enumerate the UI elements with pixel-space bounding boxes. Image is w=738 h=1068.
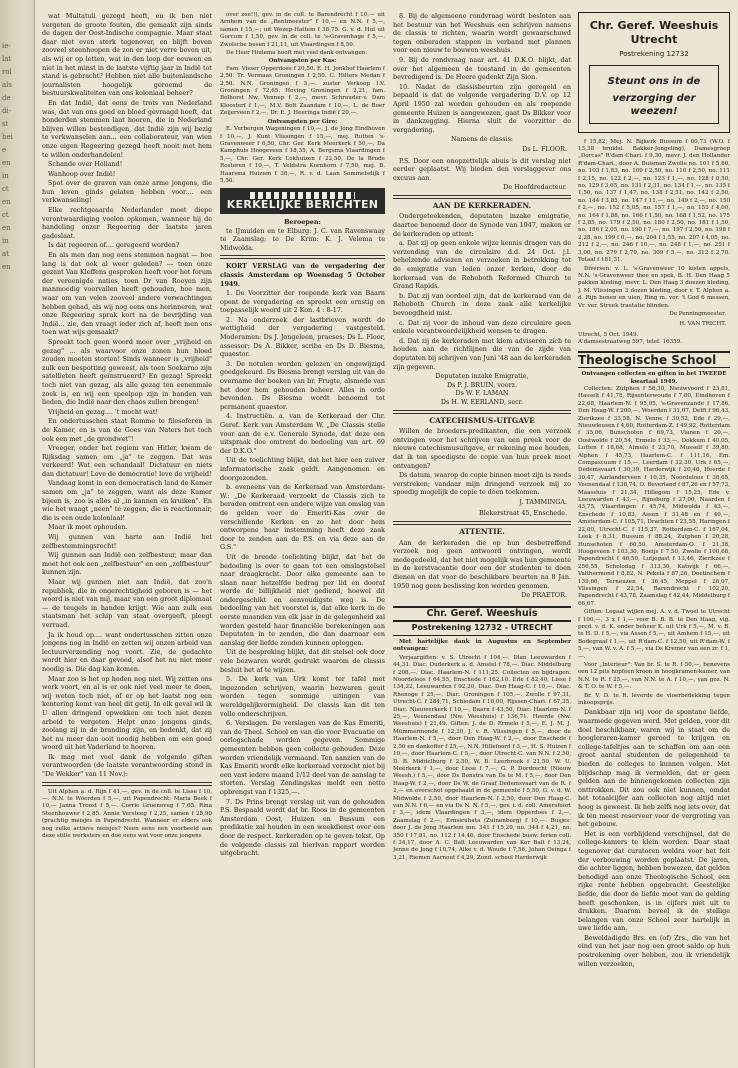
ad-city: Utrecht — [630, 33, 678, 46]
report-paragraph: b. eveneens van de Kerkeraad van Amsterdam-W.: „De Kerkeraad verzoekt de Classis zich te beraden omtrent een andere wijze van omslag van de gelden voor de Emeriti-Kas over de verschillende Kerken en zo het door hem ontworpene haar instemming heeft deze zaak door te zenden aan de P.S. en via deze aan de G.S." — [220, 483, 385, 552]
column-3 — [393, 12, 571, 1060]
kerkeraden-heading: AAN DE KERKERADEN. — [432, 200, 532, 210]
report-paragraph: Uit de bespreking blijkt, dat dit stelsel ook door vele bezwaren wordt gedrukt waarom de classis besluit het af te wijzen. — [220, 648, 385, 674]
catechismus-paragraph: Willen de broeders-predikanten, die een verzoek ontvingen voor het schrijven van een preek voor de nieuwe catechismusuitgave, er rekening mee houden, dat ik ten spoedigste de copie van hun preek moet ontvangen? — [393, 427, 571, 470]
ad-slogan-line-2: verzorging der weezen! — [612, 92, 696, 117]
theologische-collecten: Collecten: Zutphen f 58,30, Nieuwvoord f 23,81, Hasselt f 41,78, Rijsenterwoude f 7,80, Eindhoven f 22,68, Haarlem-N. f 95,05, 's-Gravenzande f 17,86, Den Haag-W. f 200,—, Woerden f 31,07, Delft f 96,43, Zierikzee f 33,58, N. Venne f 30,52, Ede f 29,—, Nieuwleusen f 4,60, Rotterdam-Z. f 49,92, Rotterdam f 35,06, Bunschoten f 69,73, Vianen f 20,—, Oostwolde f 20,54, Ermelo f 33,—, Dokkum f 40,05, Lutten f 18,68, Almelo f 23,70, Musself f 39,80, Alphen f 45,73, Haarlem-C. f 111,16, Em. Compascuum f 15,—, Leerdam f 32,30, Urk f 65,—, Dedemsvaart f 30,39, Harderwijk f 20,46, Heerde f 30,47, Aarlanderveen f 10,35, Noordeloos f 38,65, Veenendaal f 138,74, O. Beverland f 87,26 en f 57,73, Maassluis f 21,34, Hillegom f 15,25, Ede v. Leeuwarden f 43,—, Rijnsburg f 27,00, Naarden f 43,75, Vlaardingen f 45,74, Midwolda f 43,—, Enschede f 10,83, Assen f 31,48 en f 40,—, Amsterdam-C. f 105,71, Drachten f 23,55, Haringen f 22,00, Utrecht-C. f 115,37, Rotterdam-C. f 167,04, Leek f 8,31, Bussum f 88,24, Zutphen f 20,28, Hunsehoten f 60,50, Amsterdam-O. f 21,38, Hoogeveen f 103,30, Boeijs f 7,50, Zwolle f 100,68, Papendrecht f 46,50, Lutjegast f 13,46, Zierikzee f 256,55, Scholodag f 313,30, Katwijk f 66,—, Valthermond f 8,82, N. Pekela f 87,26, Doetinchem f 139,66, Terneuzen f 36,45, Meppel f 26,07, Vlissingen f 22,54, Barendrecht f 102,20, Papendrecht f 43,78, Zaamslag f 42,44, Middelburg f 66,67. — [578, 385, 730, 607]
divider — [42, 782, 212, 786]
weeshuis-gifts-continued: f 15,82, Mej. N. Bijkerk Bussum f 60,73 (W.O. f 13,38 bruidsl. Bakker-Jongeling), Damesgroep „Dorcas" R'dam-Chari. f 9,30, mevr. J. den Hollander R'dam-Chari., door A. Buisman Zwolle no. 101 f 5,80, no. 103 f 1,83, no. 109 f 2,50, no. 110 f 2,50, no. 111 f 2,15, no. 122 f 2,—, no. 123 f 1,—, no. 128 f 0,50, no. 129 f 3,65, no. 131 f 2,31, no. 134 f 1,—, no. 135 f 1,50, no. 137 f 1,47, no. 138 f 2,51, no. 142 f 2,50, no. 144 f 3,85, no. 147 f 11,—, no. 149 f 2,—, no. 150 f 2,—, no. 152 f 5,05, no. 157 f 1,—, no. 153 f 4,00, no. 164 f 1,88, no. 166 f 1,50, no. 168 f 1,52, no. 175 f 2,85, no. 179 f 2,50, no. 180 f 2,50, no. 181 f 1,50, no. 186 f 2,05, no. 190 f 7,—, no. 197 f 2,50, no. 198 f 2,28, no. 199 f 0,—, no. 204 f 1,55, no. 207 f 4,05, no. 212 f 2,—, no. 246 f 10,—, no. 248 f 1,—, no. 251 f 3,00, no. 279 f 2,79, no. 309 f 5,—, no. 312 f 2,70. Totaal f 181,31. — [578, 138, 730, 264]
report-title: KORT VERSLAG van de vergadering der classis Amsterdam op Woensdag 5 October 1949. — [220, 262, 385, 288]
attentie-text: Aan de kerkeraden die op hun desbetreffend verzoek nog geen antwoord ontvingen, wordt medegedeeld, dat het niet mogelijk was hun gemeente in de kerstvacantie door een der studenten te doen dienen en dat voor de beschikbare beurten na 8 Jan. 1950 nog geen beslissing kon worden genomen. — [393, 538, 571, 590]
article-paragraph: Maar wij gunnen niet aan Indië, dat zoo'n republiek, die in ongerechtigheid geboren is — het woord is niet van mij, maar van een groot diplomaat — de teugels in handen krijgt. Wie aan zulk een staatsman het schip van staat overgeeft, pleegt verraad. — [42, 578, 212, 629]
weeshuis-postrekening: Postrekening 12732 - UTRECHT — [393, 622, 571, 636]
catechismus-signature: J. TAMMINGA. — [519, 497, 567, 506]
weeshuis-advertisement — [578, 12, 730, 133]
article-paragraph: Vandaag komt in een democratisch land de Kamer samen om „ja" te zeggen, want als deze Kamer bijeen is, zoo is alles al „in kannen en kruiken". En wie het waagt „neen" te zeggen, die is reactionnair, die is een oude koloniaal! — [42, 479, 212, 522]
theologische-dank: Br. V. D. te R. leverde de vloerbedekking tegen inkoopsprijs. — [578, 692, 730, 707]
ad-postrekening: Postrekening 12732 — [619, 50, 689, 58]
article-paragraph: Ik mag met veel dank de volgende giften verantwoorden (de laatste verantwoording stond in "De Wekker" van 11 Nov.): — [42, 752, 212, 779]
article-paragraph: Spreekt toch geen woord meer over „vrijheid en gezag" ... als waarvoor onze zonen hun bloed zouden moeten storten! Sinds wanneer is „vrijheid" zulk een bespotting geweest, als toen Soekarno zijn satellieten heeft geïnstrueerd? En gezag! Spreekt toch niet van gezag, als alle gezag ten eenenmale zoek is, en wij een speelpop zijn in handen van lieden, die Indië naar den chaos zullen brengen! — [42, 337, 212, 407]
gifts-giro-heading: Ontvangsten per Giro: — [267, 118, 338, 125]
gifts-giro: E. Verbergen Wageningen f 10,—, J. de Jong Eindhoven f 10,—, J. Kunt Vlissingen f 15,—, mej. Rutten 's-Gravenweer f 6,50, Chr. Ger. Kerk Meerkerk f 50,—, Da Kamphuis Hoogeveen f 18,35, A. Bergsma Vlaardingen f 5,—, Chr. Ger. Kerk Lokhuizen f 22,50, De la Brude Rosteren f 10,—, T. Veldstra Kornhorn f 7,50, mej. B. Haarsma Huizum f 38,—, R. v. d. Laan Sommelsdijk f 5,50. — [220, 126, 385, 184]
kerkeraden-paragraph: a. Dat zij op geen enkele wijze kennis dragen van de verzending van de circulaire d.d. 24 Oct. j.l. behelzende adviezen en verzoeken in betrekking tot de emigratie van leden onzer kerken, door de kerkeraad van de Rehoboth Reformed Church te Grand Rapids. — [393, 239, 571, 291]
article-paragraph: Vrijheid en gezag.... 't mocht wat! — [48, 407, 158, 416]
article-paragraph: Wij gunnen van harte aan Indië het zelfbestemmingsrecht! — [42, 533, 212, 550]
report-paragraph: 3. De notulen worden gelezen en ongewijzigd goedgekeurd. Ds Biesma brengt verslag uit van de overname der boeken van br. Frugte, alsmede van het door hem gehouden beheer. Alles in orde bevonden. Ds Biesma wordt benoemd tot permanent quaestor. — [220, 359, 385, 411]
beroepen-text: te IJmuiden en te Elburg: J. C. van Ravenswaay te Zaamslag; te De Krim: K. J. Velema te Midwolda. — [220, 226, 385, 252]
names-line: Namens de classis: — [450, 135, 514, 144]
gifts-top: over zee!!), gev. in de coll. te Barendrecht f 10,— uit Arnhem van de „Rentmeester" f 10,— en N.N. f 5,—, samen f 15,—; uit Wezep-Hattem f 38,75. G. v. d. Hul uit Gorcum f 1,50, gev. in de coll. te 's-Gravenhage f 5,—. Zwolsche busen f 21,11, uit Vlaardingen f 8,50. — [220, 12, 385, 48]
article-paragraph: En dat Indië, dat eens de trots van Nederland was, dat van ons goed en bloed gevraagd heeft, dat honderden stemmen laat hooren, die in Nederland blijven willen bestendigen, dat Indië zijn wij bezig te verkwanselen aan... een collaborateur, van wien onze eigen Regeering gezegd heeft nooit met hem te willen onderhandelen! — [42, 98, 212, 159]
report-paragraph: 4. Instructiën. a. van de Kerkeraad der Chr. Geref. Kerk van Amsterdam W. „De Classis stelle voor aan de e.v. Generale Synode, dat deze een uitspraak doe omtrent de bedoeling van art. 69 der D.K.O." — [220, 412, 385, 455]
penningmeester-name: H. VAN TRICHT. — [679, 321, 726, 328]
report-paragraph: 1. De Voorzitter der roepende kerk van Baarn opent de vergadering en spreekt een ernstig en toepasselijk woord uit 2 Kon. 4 : 8-17. — [220, 289, 385, 315]
page-fold-margin — [0, 0, 35, 1068]
penningmeester-line: De Penningmeester, — [669, 310, 726, 317]
attentie-heading: ATTENTIE. — [459, 527, 505, 537]
ps-note: P.S. Door een onopzettelijk abuis is dit verslag niet eerder geplaatst. Wij bieden den verslaggever ons excuus aan. — [393, 156, 571, 182]
column-1-article — [42, 12, 212, 779]
article-paragraph: Ja ik houd op.... want ondertusschen zitten onze jongens nog in Indië en zetten wij onzen arbeid van lectuurverzending nog voort. Zie, de gedachte wordt hier en daar gevoed, alsof het nu niet meer noodig is. Die dag kan komen. — [42, 630, 212, 673]
deputy-name: Ds H. W. EERLAND, secr. — [440, 397, 524, 406]
column-1-gifts: Uit Alphen a. d. Rijn f 41,—, gev. in de coll. te Lisse f 10,—. N.N. te Woerden f 5,—, uit Papendrecht: Maria Beek f 10,— Janna Troost f 5,—. Corrie Groeneveg f 7,65. Rina Steenhouwer f 2,85. Annie Versteeg f 2,25, samen f 28,90 (prachtig meisjes in Papendrecht. Wanneer er elders ook nog zulke actieve meisjes? Neen eens een voorbeeld aan deze stille werksters en doe eens wat voor onze jongens — [42, 788, 212, 840]
catechismus-body — [393, 427, 571, 497]
article-paragraph: Wanhoop over Indië! — [48, 169, 116, 178]
kerkelijke-berichten-banner — [220, 188, 385, 214]
ad-slogan-line-1: Steunt ons in de — [607, 75, 701, 87]
emigratie-line: Deputaten inzake Emigratie, — [435, 372, 529, 381]
catechismus-heading: CATECHISMUS-UITGAVE — [429, 415, 535, 425]
theologische-school-title: Theologische School — [578, 351, 730, 369]
ad-title: Chr. Geref. Weeshuis — [589, 19, 719, 32]
report-paragraph: 10. Nadat de classisbeurten zijn geregeld en bepaald is dat de volgende vergadering D.V. op 12 April 1950 zal worden gehouden en als roepende gemeente Huizen is aangewezen, gaat Ds Bikker voor in dankzegging. Hierna sluit de voorzitter de vergadering. — [393, 82, 571, 134]
weeshuis-gifts: Verjaargiften: v. S. Utrecht f 104,—. Dlan Leeuwarden f 44,31. Diac. Ouderkerk a. d. Amstel f 78,—. Diac. Middelburg f 208,—. Diac. Haarlem-N. f 111,25. Collecten en bijdragen: Noordeloos f 64,55, Enschede f 162,10. Ede f 82,40, Lisse f 134,22, Leeuwarden f 92,20, Diac. Den Haag-C. f 10,—. Diac. Rhenoge f 25,—. Diac. Groningen f 105,—. Zwolle f 97,31, Utrecht-C. f 284,71, Schiedam f 18,00, Rijssen-Chari. f 67,35, Diac. Nieuwerkerk f 10,—, Baarn f 43,50, Diac. Haarlem-N. f 25,—, Veenendaal (Nw. Weeshuis) f 136,71. Heerde (Nw. Weeshuis) f 21,49. Giften: J. de D. Ermelo f 5,—, E. J. M. J. Mümmermonde f 12,30, J. v. R. Vlissingen f 5,—, door de Haarlem-N. f 5,—, door Den Haag-W. f 2,—, door Enschede f 2,50 en dankoffer f 25,—, N.N. Hillefoord f 3,—, H. S. Huizen f 10,—, door Haarlem-C. f 5,—, door Utrecht-C. van N.N. f 2,50, D. B. Middelburg f 2,50, W. B. Leerbroek f 21,50, W. U. Meerkerk f 1,—, door Lisse f 7,—, G. P. Dordrecht (Nieuw Weesh.) f 5,—, door Ds Bonstra van Ds te M. f 5,—, door Den Haag-W. f 2,—, door Ds W. de Graaf Dedemsvaart van de R. f 2,— en overschot opgehaald in de gemeente f 5,50, G. v. d. W. Midwolde f 2,50, door Haarlem-N. f 2,50, door Den Haag-C. van N.N. f 6,— en via Ds N. N. f 5,—, gev. i. d. coll. Amersfoort f 3,—, idem Vlaardingen f 3,—, idem Opperdoes f 2,—, Zaamslag f 2,—, Ernsicuhata (Zuinenburg) f 10,—. Busjes: door J. de Jong Haarlem mn. 341 f 15,20, no. 344 f 4,21, no. 350 f 17,81, no. 112 f 14,46, door Enschede busw. ferien coll. f 34,17, door A. C. Balt Leeuwarden van Kor Balt f 13,24, Jenne de Jong f 10,74, Alke v. d. Woude f 7,56, Johan Osinga f 3,21, Riemen Aarnout f 4,29, Zond. school Harderwijk — [393, 654, 571, 861]
ps-signature: De Hoofdredacteur. — [503, 183, 567, 192]
names-signature: Ds L. FLOOR. — [522, 144, 567, 153]
article-paragraph: Vreeger, onder het regiem van Hitler, kwam de Rijksdag samen om „ja" te zeggen. Dat was verkeerd! Wat een schandaal! Dictatuur en niets dan dictatuur! Leve de democratie! leve de vrijheid! — [42, 444, 212, 478]
article-paragraph: Wij gunnen aan Indië een zelfbestuur, maar dan moet het ook een „zelfbestuur" en een „zelfbestuur" kunnen zijn. — [42, 551, 212, 577]
report-paragraph: 9. Bij de rondvraag naar art. 41 D.K.O. blijkt, dat over het algemeen de toestand in de gemeenten bevredigend is. De Heere gedenkt Zijn Sion. — [393, 55, 571, 82]
kerkeraden-paragraph: c. Dat zij voor de inhoud van deze circulaire geen enkele verantwoordelijkheid wensen te dragen. — [393, 318, 571, 336]
article-paragraph: Schande over Holland! — [48, 160, 123, 169]
divider — [393, 195, 571, 199]
article-paragraph: wat Multatuli gezegd heeft, en ik ben niet vergeten de groote fouten, die gemaakt zijn sinds de dagen der Oost-Indische compagnie. Maar staat daar niet even sterk tegenover, en blijft boven zooveel steenhoopen de zon er niet verre boven uit, als wij er op letten, wat in den loop der eeuwen en niet in het minst in de laatste vijftig jaar in Indië tot stand is gebracht? Hebben niet alle buitenlandsche journalisten hoogelijk geroemd de bestuurskwaliteiten van ons koloniaal beheer? — [42, 12, 212, 98]
beroepen-heading: Beroepen: — [284, 217, 321, 226]
catechismus-address: Blekerstraat 45, Enschede. — [479, 509, 567, 518]
divider — [393, 521, 571, 525]
report-paragraph: Uit de toelichting blijkt, dat het hier een zuiver informatorische zaak geldt. Aangenomen en doorgezonden. — [220, 456, 385, 482]
emigratie-names — [393, 381, 571, 407]
article-paragraph: Spot over de graven van onze arme jongens, die hun leven ginds gelaten hebben voor.... een verkwanseling! — [42, 179, 212, 205]
closing-paragraph: Het is een verblijdend verschijnsel, dat de college-kamers te klein worden. Daar staat tegenover dat curatoren weldra voor het feit der verbouwing worden geplaatst. De jaren, die achter liggen, hebben bewezen, dat gelden benodigd aan onze Theologische School, een rijke rente hebben opgebracht. Geestelijke liefde, die door de liefde moet van de gelding heeft geschonken, is in cijfers niet uit te drukken. Daarom beveel ik de stellige belangen van onze School zeer hartelijk in uwe liefde aan. — [578, 829, 730, 933]
article-paragraph: Elke rechtgeaarde Nederlander moet diepe verontwaardiging voelen opkomen, wanneer hij de handeling onzer Regeering der laatste jaren gadeslaat. — [42, 206, 212, 240]
column-2 — [220, 12, 385, 1060]
banner-title: KERKELIJKE BERICHTEN — [226, 198, 379, 212]
column-4 — [578, 12, 730, 1060]
article-paragraph: En als men dan nog eens stemmen nagaat — hoe lang is dat ook al weer geleden? — toen onze gezant Van Kleffens gesproken heeft voor het forum der vereenigde naties, toen Dr van Rooyen zijn manmoedig voorvallen heeft gehouden, hoe men, waar om van velen zooveel andere verwachtingen hebben gehad, als wij nog eens ons herinneren, wat onze Regeering sprak kort na de bevrijding van Indië... zie, dan vraagt ieder zich af, heeft men ons toen wat wijs gemaakt? — [42, 251, 212, 337]
attentie-signature: De PRAETOR. — [521, 591, 567, 600]
article-paragraph: Maar ik moet ophouden. — [48, 523, 128, 532]
deputy-name: Ds W. F. LAMAN — [455, 389, 509, 398]
thanks-line: De Heer Hiulema hooft met veel dank ontvangen: — [226, 50, 368, 57]
report-body — [220, 289, 385, 858]
report-paragraph: 5. De kerk van Urk komt ter tafel met ingezonden schrijven, waarin bezwaren geuit worden tegen sommige uitingen van wereldgelijkvormigheid. De classis kan dit ten volle onderschrijven. — [220, 675, 385, 718]
theologische-school-subtitle: Ontvangen collecten en giften in het TWEEDE kwartaal 1949. — [581, 371, 727, 385]
weeshuis-title: Chr. Geref. Weeshuis — [393, 606, 571, 623]
kerkeraden-paragraph: b. Dat zij van oordeel zijn, dat de kerkeraad van de Rehoboth Church in deze zaak alle kerkelijke bevoegdheid mist. — [393, 291, 571, 317]
catechismus-paragraph: Ds datum, waarop de copie binnen moet zijn is reeds verstreken; vandaar mijn dringend verzoek mij zo spoedig mogelijk de copie te doen toekomen. — [393, 471, 571, 497]
report-paragraph: 7. Ds Prins brengt verslag uit van de gehouden P.S. Bespaald wordt dat br. Roos in de gemeenten Amsterdam Oost, Huizen en Bussum een predikatie zal houden in een weekdienst over een door de respect. kerkeraden op te geven tekst. Op de volgende classis zal hierlvan rapport worden uitgebracht. — [220, 797, 385, 858]
penningmeester-address: A'damsestraatweg 597, telef. 16359. — [578, 339, 683, 346]
article-paragraph: Is dat regeeren of.... geregeerd worden? — [48, 241, 180, 250]
gifts-kas-heading: Ontvangsten per Kas: — [268, 58, 337, 65]
penningmeester-date: Utrecht, 5 Oct. 1949. — [578, 331, 639, 338]
divider — [393, 410, 571, 414]
report-continued — [393, 12, 571, 134]
gifts-kas: Fam. Visser Opperdoes f 20,50. E. H. Jonkhof Haarlem f 2,50. Tr. Vermaas Groningen f 2,50. C. Hilters Medan f 2,50. N.N. Groningen f 5,—. zuster Verkoop I.V. Groningen f 72,65. Hoving Groningen f 2,21, fam. Bolhorst Nw. Vennep f 2,—, mevr. Schreuder-v. Dam Kloosterf f 1,—, M.V. Bolt Zaandam f 10,—, L. de Boer Zeijerveen f 2,—, Dr. E. J. Heeringa Indië f 20,—. — [220, 65, 385, 117]
column-1 — [42, 12, 212, 1060]
article-paragraph: En ondertusschen staat Romme te filosoferen in de Kamer, en is van de Goes van Naters het toch ook een met „de grondwet"! — [42, 417, 212, 443]
fold-margin-letters: ie- lat rol als de di- st hei e en in ct en ct en in at en — [2, 42, 13, 271]
report-paragraph: 2. Na onderzoek der lastbrieven wordt de wettigheid der vergadering vastgesteld. Moderamen: Ds J. Jongeleen, praeses; Ds L. Floor, assessor; Ds A. Bikker, scriba en Ds D. Biesma, quaestor. — [220, 315, 385, 359]
theologische-giften: Giften: Legaat wijlen mej. A. v. d. Twoel te Utrecht f 100,—, 3 x f 1,— voor B. B. B. te Den Haag, vig. pred. v. d. K. onder beheer K. uit Urk f 5,—, M. v. B. te H. D. f 5,—, via Assen f 5,—, uit Amhem f 15,—, uit Bodegraaf f 1,—, uit R'dam-C. f 12,50, uit R'dam-W. f 5,—, van W. v. A. f 5,—, via Ds Kremer van een zr. f 1,—. — [578, 609, 730, 660]
kerkeraden-paragraph: d. Dat zij de kerkeraden met klem adviseren zich te houden aan de richtlijnen die van de zijde van deputaten bij schrijven van Juni '48 aan de kerkeraden zijn gegeven. — [393, 336, 571, 371]
kerkeraden-body — [393, 212, 571, 371]
deputy-name: Ds P. J. BRUIN, voorz. — [446, 380, 518, 389]
ad-slogan-box — [589, 65, 719, 124]
theologische-closing — [578, 708, 730, 968]
diversen: Diversen: v. L. 's-Gravenweer 10 kisten appels, N.N. 's-Gravenweer thee en spek, B. H. Den Haag 5 pakken kleding, mevr. L. Den Haag 3 doezen kleding, J. M. Vlissingen 3 dozen kleding, door v. T. Alphen a. d. Rijn bonen en uien, Ring m. vor. 't God 6 messen, Vr. ver. Streek traetatie blinden. — [578, 265, 730, 309]
kerkeraden-paragraph: Ondergeteekenden, deputaten inzake emigratie, daartoe benoemd door de Synode van 1947, maken er de kerkeraden op attent: — [393, 212, 571, 238]
theologische-interieur: Voor „Interieur": Van br. S. te R. f 50,—, benevens een 12 pits hopfeen kroon in hoogkramen-kamer, van N.N. te R. f 25,—, van N.N. te A. f 10,—, van goz. N. & T. O. te W. f 5,—. — [578, 662, 730, 691]
report-paragraph: 8. Bij de algemeene rondvraag wordt besloten aan het bestuur van het Weeshuis een schrijven namens de classis te richten, waarin wordt gewaarschuwd tegen onberaden stappen in verband met plannen voor een nieuw te bouwen weeshuis. — [393, 12, 571, 55]
article-paragraph: Maar zoo is het op heden nog niet. Wij zetten ons werk voort, en al is er ook niet veel meer te doen, wij weten toch niet, of er op het laatst nog een kentering komt van heel dit getij. In elk geval wil ik U allen dringend opwekken om toch niet dezen arbeid te vergeten. Helpt onze jongens ginds, zoolang zij in de branding zijn, en bedenkt, dat zij het nu meer dan ooit noodig hebben om een goed woord uit het Vaderland te hooren. — [42, 674, 212, 752]
closing-paragraph: Dankbaar zijn wij voor de spontane liefde, waarmede gegeven werd. Met gelden, voor dit doel beschikbaar, waren wij in staat om de hoogleraren-kamer gereed te krijgen en college-tafeltjes aan te schaffen om aan een groot aantal studenten de gelegenheid te bieden de colleges te kunnen volgen. Met blijdschap mag ik vermelden, dat er geen gelden aan de binnengekomen collecten zijn onttrokken. Dit zou ook niet kunnen, omdat het totaalcijfer aan collecten nog altijd niet hoog is geweest. Ik heb zelfs nog iets over, dat ik ten meest reserveer voor de vergroting van het gebouw. — [578, 708, 730, 829]
weeshuis-intro: Met hartelijke dank in Augustus en September ontvangen: — [393, 639, 571, 653]
report-paragraph: 6. Verslagen. De verslagen van de Kas Emeriti, van de Theol. School en van die voor Evacuatie en oorlogschade worden gegeven. Sommige gemeenten hebben geen collecte gehouden. Deze worden vriendelijk vermaand. Ten aanzien van de Kas Emeriti wordt elke kerkeraad verzocht niet bij een vast iedere maand 1/12 deel van de aanslag te storten. Verslag Zendingskas meldt een netto opbrengst van f 1325,—. — [220, 719, 385, 796]
closing-paragraph: Beweldadigde Brs. en (of) Zrs., die van het eind van het jaar nog een groot saldo op hun postrekening over hebben, zou ik vriendelijk willen verzoeken, — [578, 933, 730, 968]
report-paragraph: Uit de breede toelichting blijkt, dat het de bedoeling is over te gaan tot een omslagstelsel naar draagkracht. Door elke gemeente aan te slaan naar hetzelfde bedrag per lid en dooraf worde de billijkheid niet gediend, hoewel dit ondergeschikt en eenvoudigste weg is. De bedoeling van het voorstel is, dat elke kerk in de eerste maanden van elk jaar in de gelegenheid zal worden gesteld haar financiële berekeningen aan Deputaten in te zenden, die dan daarnaar een aanslag der liefde zouden kunnen opleggen. — [220, 552, 385, 647]
divider — [220, 255, 385, 259]
